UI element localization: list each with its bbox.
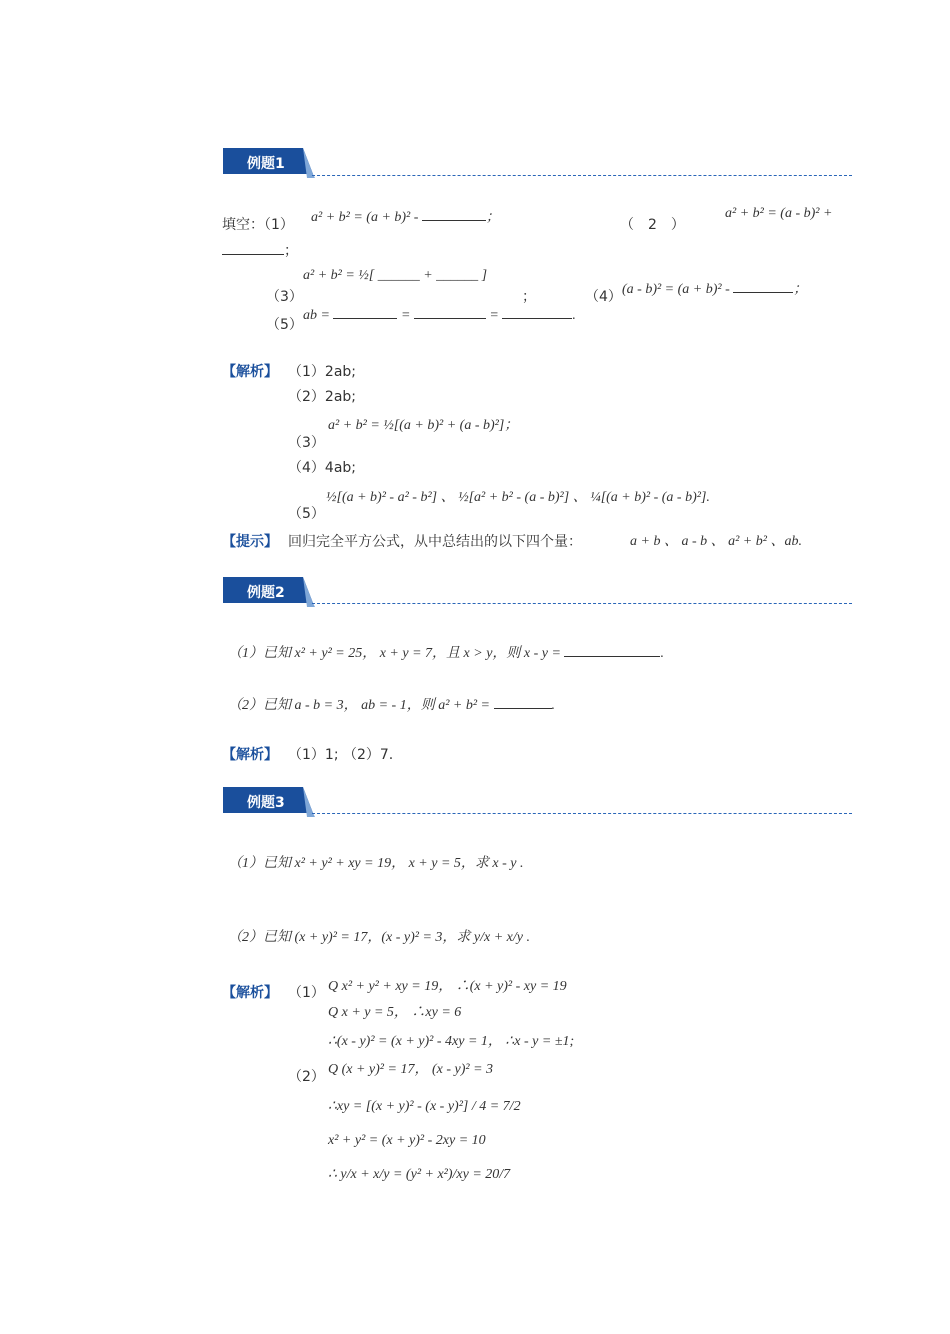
ex2-solution-tag: 【解析】 [222, 747, 278, 763]
ex1-answer-3: a² + b² = ½[(a + b)² + (a - b)²]； [328, 417, 519, 433]
ex1-hint-text: 回归完全平方公式，从中总结出的以下四个量： [288, 534, 582, 550]
ex1-answer-5-part-3: ¼[(a + b)² - (a - b)²] [590, 490, 707, 505]
ex1-q5-blank-2 [414, 306, 486, 319]
ex3-solution-1-number: （1） [288, 985, 325, 1001]
ex2-q2-blank [494, 696, 552, 709]
ex1-solution-tag: 【解析】 [222, 364, 278, 380]
ex1-answer-5-number: （5） [288, 506, 325, 522]
ex2-q2-text: （2）已知 a - b = 3， ab = - 1，则 a² + b² = [228, 698, 491, 713]
ex1-q5: ab = = = . [303, 308, 576, 323]
ex2-q1: （1）已知 x² + y² = 25， x + y = 7，且 x > y，则 x - y = . [228, 646, 664, 661]
ex1-q-intro: 填空：（1） [222, 217, 294, 233]
ex1-answer-5-part-1: ½[(a + b)² - a² - b²] [326, 490, 438, 505]
ex3-solution-2-line-3: x² + y² = (x + y)² - 2xy = 10 [328, 1133, 486, 1148]
example-1-title: 例题1 [247, 156, 285, 172]
ex1-q4-formula: (a - b)² = (a + b)² - [622, 282, 730, 297]
ex3-q2: （2）已知 (x + y)² = 17，(x - y)² = 3，求 y/x + x/y . [228, 930, 530, 945]
ex1-q3-semicolon: ； [522, 289, 536, 305]
ex1-answer-3-formula: a² + b² = ½[(a + b)² + (a - b)²] [328, 418, 505, 433]
ex3-solution-2-line-2: ∴xy = [(x + y)² - (x - y)²] / 4 = 7/2 [328, 1099, 521, 1114]
example-2-title: 例题2 [247, 585, 285, 601]
example-2-header [223, 577, 318, 609]
ex1-answer-4: （4）4ab; [288, 460, 356, 476]
example-1-header [223, 148, 318, 180]
ex1-q5-blank-1 [333, 306, 397, 319]
example-3-title: 例题3 [247, 795, 285, 811]
ex1-q2-formula: a² + b² = (a - b)² + [725, 206, 833, 221]
ex1-q4-blank [733, 280, 793, 293]
ex1-q5-formula: ab = [303, 308, 330, 323]
example-2-divider [312, 603, 852, 604]
example-1-divider [312, 175, 852, 176]
ex1-q5-number: （5） [266, 317, 303, 333]
ex1-q2-number: （ 2 ） [620, 217, 685, 233]
ex2-q2: （2）已知 a - b = 3， ab = - 1，则 a² + b² = . [228, 698, 556, 713]
ex1-q1: a² + b² = (a + b)² - ； [311, 209, 500, 225]
ex1-hint-math: a + b 、 a - b 、 a² + b² 、ab. [630, 534, 802, 549]
ex1-q3-formula: a² + b² = ½[ ______ + ______ ] [303, 268, 488, 283]
ex3-solution-1-line-2: Q x + y = 5， ∴xy = 6 [328, 1005, 462, 1020]
ex3-solution-tag: 【解析】 [222, 985, 278, 1001]
ex1-answer-2: （2）2ab; [288, 389, 356, 405]
ex1-answer-5: ½[(a + b)² - a² - b²] 、 ½[a² + b² - (a - b)²] 、 ¼[(a + b)² - (a - b)²]. [326, 489, 710, 505]
ex1-q1-blank [422, 208, 486, 221]
ex1-q3-number: （3） [266, 289, 303, 305]
ex3-solution-2-line-4: ∴ y/x + x/y = (y² + x²)/xy = 20/7 [328, 1167, 511, 1182]
ex2-q1-blank [564, 644, 660, 657]
ex1-answer-5-part-2: ½[a² + b² - (a - b)²] [458, 490, 570, 505]
ex1-q5-blank-3 [502, 306, 572, 319]
ex1-q4-number: （4） [585, 289, 622, 305]
example-3-divider [312, 813, 852, 814]
ex1-hint-tag: 【提示】 [222, 534, 278, 550]
ex1-answer-3-number: （3） [288, 435, 325, 451]
ex3-solution-1-line-1: Q x² + y² + xy = 19， ∴(x + y)² - xy = 19 [328, 979, 567, 994]
example-3-header [223, 787, 318, 819]
ex3-q1: （1）已知 x² + y² + xy = 19， x + y = 5，求 x - y . [228, 856, 524, 871]
ex2-q1-text: （1）已知 x² + y² = 25， x + y = 7，且 x > y，则 x - y = [228, 646, 561, 661]
ex2-answer: （1）1; （2）7. [288, 747, 394, 763]
ex1-q4: (a - b)² = (a + b)² - ； [622, 281, 808, 297]
ex1-answer-1: （1）2ab; [288, 364, 356, 380]
ex1-q2-blank [222, 242, 284, 255]
ex3-solution-2-line-1: Q (x + y)² = 17， (x - y)² = 3 [328, 1062, 494, 1077]
ex3-solution-2-number: （2） [288, 1069, 325, 1085]
ex1-q2-blank-line: ； [222, 240, 298, 260]
ex1-q1-formula: a² + b² = (a + b)² - [311, 210, 419, 225]
ex3-solution-1-line-3: ∴(x - y)² = (x + y)² - 4xy = 1， ∴x - y = ±1; [328, 1034, 575, 1049]
